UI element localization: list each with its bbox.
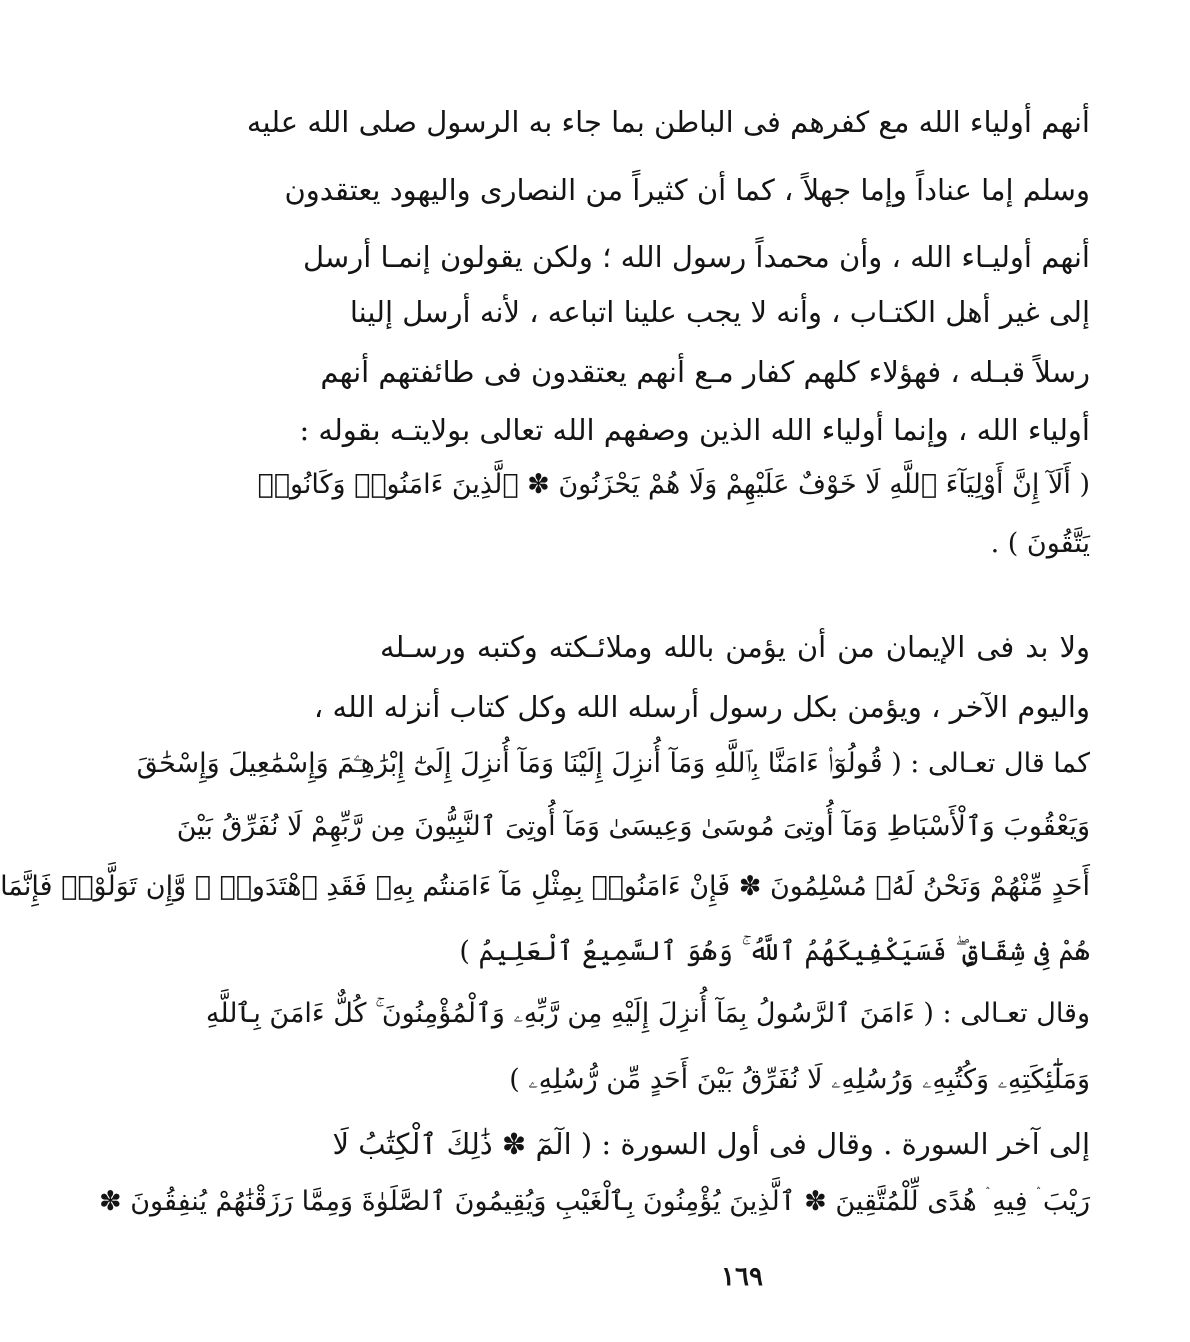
- text-line: وسلم إما عناداً وإما جهلاً ، كما أن كثيراً من النصارى واليهود يعتقدون: [284, 173, 1090, 207]
- quran-verse-line: يَتَّقُونَ ) .: [990, 528, 1090, 559]
- text-line: إلى غير أهل الكتـاب ، وأنه لا يجب علينا اتباعه ، لأنه أرسل إلينا: [349, 295, 1090, 329]
- text-line: واليوم الآخر ، ويؤمن بكل رسول أرسله الله وكل كتاب أنزله الله ،: [313, 690, 1090, 724]
- quran-verse-line: رَيْبَ ۛ فِيهِ ۛ هُدًى لِّلْمُتَّقِينَ ✽ ٱلَّذِينَ يُؤْمِنُونَ بِٱلْغَيْبِ وَيُقِيمُونَ ٱلصَّلَوٰةَ وَمِمَّا رَزَقْنَٰهُمْ يُنفِقُونَ ✽: [99, 1186, 1090, 1217]
- page-number: ١٦٩: [721, 1262, 763, 1292]
- text-line: أنهم أولياء الله مع كفرهم فى الباطن بما جاء به الرسول صلى الله عليه: [246, 105, 1090, 139]
- quran-verse-line: ( أَلَآ إِنَّ أَوْلِيَآءَ ٱللَّهِ لَا خَوْفٌ عَلَيْهِمْ وَلَا هُمْ يَحْزَنُونَ ✽ ٱلَّذِينَ ءَامَنُوا۟ وَكَانُوا۟: [257, 469, 1090, 500]
- quran-verse-line: وَيَعْقُوبَ وَٱلْأَسْبَاطِ وَمَآ أُوتِىَ مُوسَىٰ وَعِيسَىٰ وَمَآ أُوتِىَ ٱلنَّبِيُّونَ مِن رَّبِّهِمْ لَا نُفَرِّقُ بَيْنَ: [176, 811, 1090, 842]
- quran-verse-line: أَحَدٍ مِّنْهُمْ وَنَحْنُ لَهُۥ مُسْلِمُونَ ✽ فَإِنْ ءَامَنُوا۟ بِمِثْلِ مَآ ءَامَنتُم بِهِۦ فَقَدِ ٱهْتَدَوا۟ ۖ وَّإِن تَوَلَّوْا۟ فَإِنَّمَا: [0, 871, 1090, 902]
- quran-verse-line: هُمْ فِى شِقَاقٍ ۖ فَسَيَكْفِيكَهُمُ ٱللَّهُ ۚ وَهُوَ ٱلسَّمِيعُ ٱلْعَلِيمُ ): [459, 936, 1090, 967]
- quran-verse-line: وقال تعـالى : ( ءَامَنَ ٱلرَّسُولُ بِمَآ أُنزِلَ إِلَيْهِ مِن رَّبِّهِۦ وَٱلْمُؤْمِنُونَ ۚ كُلٌّ ءَامَنَ بِٱللَّهِ: [205, 998, 1090, 1029]
- text-line: أولياء الله ، وإنما أولياء الله الذين وصفهم الله تعالى بولايتـه بقوله :: [299, 413, 1090, 447]
- quran-verse-line: وَمَلَٰٓئِكَتِهِۦ وَكُتُبِهِۦ وَرُسُلِهِۦ لَا نُفَرِّقُ بَيْنَ أَحَدٍ مِّن رُّسُلِهِۦ ): [509, 1064, 1090, 1095]
- text-line: ولا بد فى الإيمان من أن يؤمن بالله وملائـكته وكتبه ورسـله: [380, 630, 1090, 664]
- text-line: رسلاً قبـله ، فهؤلاء كلهم كفار مـع أنهم يعتقدون فى طائفتهم أنهم: [320, 355, 1090, 389]
- quran-verse-line: كما قال تعـالى : ( قُولُوٓا۟ ءَامَنَّا بِٱللَّهِ وَمَآ أُنزِلَ إِلَيْنَا وَمَآ أُنزِلَ إِلَىٰٓ إِبْرَٰهِـۧمَ وَإِسْمَٰعِيلَ وَإِسْحَٰقَ: [136, 748, 1090, 779]
- text-line: أنهم أوليـاء الله ، وأن محمداً رسول الله ؛ ولكن يقولون إنمـا أرسل: [302, 240, 1090, 274]
- text-line: إلى آخر السورة . وقال فى أول السورة : ( الٓمٓ ✽ ذَٰلِكَ ٱلْكِتَٰبُ لَا: [332, 1127, 1090, 1161]
